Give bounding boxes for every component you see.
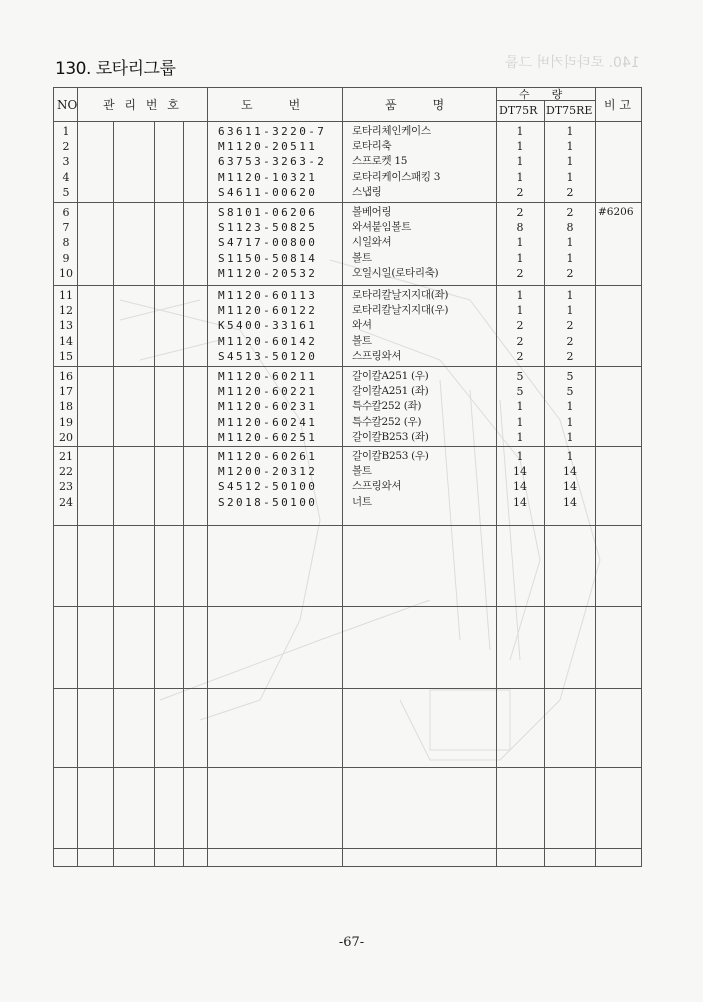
row-number: 9 <box>62 251 70 265</box>
row-number: 16 <box>59 370 73 383</box>
row-number: 2 <box>62 140 70 154</box>
row-number: 6 <box>62 206 70 219</box>
qty-dt75r: 1 <box>516 236 524 250</box>
qty-dt75re: 1 <box>566 236 574 250</box>
qty-dt75re: 1 <box>566 450 574 463</box>
qty-dt75re: 5 <box>566 385 574 399</box>
row-number: 7 <box>62 221 70 235</box>
qty-dt75r: 1 <box>516 140 524 154</box>
qty-dt75r: 1 <box>516 251 524 265</box>
qty-dt75r: 1 <box>516 304 524 318</box>
qty-dt75r: 1 <box>516 289 524 302</box>
drawing-number: 63611-3220-7 <box>218 125 327 138</box>
row-number: 17 <box>59 385 73 399</box>
part-name: 로타리칼날지지대(좌) <box>352 289 449 301</box>
row-number: 12 <box>59 304 73 318</box>
part-name: 갈이칼A251 (우) <box>352 370 429 382</box>
drawing-number: M1120-60261 <box>218 450 318 463</box>
part-name: 스프링와셔 <box>352 349 402 362</box>
bleed-through-title: 140. 로타리커버 그룹 <box>505 55 640 71</box>
page-title: 130. 로타리그룹 <box>55 59 176 79</box>
part-name: 볼트 <box>352 334 372 347</box>
qty-dt75re: 2 <box>566 206 574 219</box>
part-name: 스프링와셔 <box>352 480 402 493</box>
drawing-number: K5400-33161 <box>218 319 318 333</box>
row-number: 13 <box>59 319 73 333</box>
drawing-number: S4513-50120 <box>218 349 318 363</box>
qty-dt75r: 5 <box>516 385 524 399</box>
drawing-number: S8101-06206 <box>218 206 318 219</box>
qty-dt75r: 2 <box>516 266 524 280</box>
remark: #6206 <box>598 206 634 218</box>
part-name: 볼트 <box>352 251 372 264</box>
qty-dt75r: 2 <box>516 206 524 219</box>
qty-dt75re: 8 <box>566 221 574 235</box>
part-name: 갈이칼A251 (좌) <box>352 385 429 398</box>
header-management-number: 관 리 번 호 <box>103 98 182 112</box>
drawing-number: S2018-50100 <box>218 495 318 509</box>
qty-dt75r: 14 <box>513 480 527 494</box>
qty-dt75r: 1 <box>516 170 524 184</box>
part-name: 볼트 <box>352 465 372 478</box>
qty-dt75re: 14 <box>563 465 577 479</box>
qty-dt75r: 1 <box>516 450 524 463</box>
part-name: 로타리체인케이스 <box>352 125 431 137</box>
part-name: 로타리케이스패킹 3 <box>352 170 441 183</box>
drawing-number: M1200-20312 <box>218 465 318 479</box>
drawing-number: M1120-60113 <box>218 289 318 302</box>
qty-dt75re: 1 <box>566 415 574 429</box>
part-name: 로타리칼날지지대(우) <box>352 304 449 317</box>
drawing-number: M1120-60142 <box>218 334 318 348</box>
part-name: 와셔 <box>352 319 372 332</box>
qty-dt75r: 1 <box>516 400 524 414</box>
part-name: 스프로켓 15 <box>352 155 408 168</box>
qty-dt75r: 2 <box>516 319 524 333</box>
qty-dt75re: 2 <box>566 349 574 363</box>
drawing-number: M1120-60211 <box>218 370 318 383</box>
qty-dt75r: 1 <box>516 155 524 169</box>
qty-dt75r: 1 <box>516 415 524 429</box>
row-number: 10 <box>59 266 73 280</box>
row-number: 5 <box>62 185 70 199</box>
drawing-number: M1120-60231 <box>218 400 318 414</box>
qty-dt75r: 5 <box>516 370 524 383</box>
part-name: 볼베어링 <box>352 206 392 218</box>
row-number: 1 <box>62 125 70 138</box>
part-name: 스냅링 <box>352 185 382 198</box>
qty-dt75re: 1 <box>566 289 574 302</box>
header-no: NO <box>57 98 78 112</box>
part-name: 오일시일(로타리축) <box>352 266 439 279</box>
header-qty-dt75r: DT75R <box>499 104 538 117</box>
qty-dt75re: 1 <box>566 155 574 169</box>
part-name: 로타리축 <box>352 140 392 153</box>
qty-dt75re: 1 <box>566 251 574 265</box>
qty-dt75r: 2 <box>516 185 524 199</box>
header-remark: 비 고 <box>604 98 631 112</box>
header-quantity: 수 량 <box>519 88 563 101</box>
header-drawing-number: 도 번 <box>241 98 301 112</box>
row-number: 14 <box>59 334 73 348</box>
row-number: 20 <box>59 430 73 444</box>
drawing-number: S4611-00620 <box>218 185 318 199</box>
row-number: 18 <box>59 400 73 414</box>
row-number: 22 <box>59 465 73 479</box>
row-number: 8 <box>62 236 70 250</box>
header-part-name: 품 명 <box>385 98 445 112</box>
part-name: 시일와셔 <box>352 236 392 249</box>
part-name: 와셔붙임볼트 <box>352 221 412 234</box>
qty-dt75re: 5 <box>566 370 574 383</box>
row-number: 23 <box>59 480 73 494</box>
qty-dt75re: 14 <box>563 495 577 509</box>
qty-dt75r: 1 <box>516 430 524 444</box>
part-name: 갈이칼B253 (좌) <box>352 430 429 443</box>
drawing-number: M1120-60122 <box>218 304 318 318</box>
drawing-number: M1120-60221 <box>218 385 318 399</box>
qty-dt75re: 1 <box>566 400 574 414</box>
qty-dt75re: 1 <box>566 140 574 154</box>
part-name: 특수칼252 (좌) <box>352 400 422 413</box>
row-number: 21 <box>59 450 73 463</box>
qty-dt75re: 2 <box>566 334 574 348</box>
drawing-number: S1150-50814 <box>218 251 318 265</box>
row-number: 24 <box>59 495 73 509</box>
drawing-number: S4512-50100 <box>218 480 318 494</box>
row-number: 19 <box>59 415 73 429</box>
qty-dt75re: 2 <box>566 266 574 280</box>
drawing-number: 63753-3263-2 <box>218 155 327 169</box>
drawing-number: M1120-20511 <box>218 140 318 154</box>
page-number: -67- <box>338 935 365 950</box>
qty-dt75re: 2 <box>566 319 574 333</box>
qty-dt75re: 1 <box>566 430 574 444</box>
row-number: 15 <box>59 349 73 363</box>
qty-dt75re: 1 <box>566 304 574 318</box>
qty-dt75r: 2 <box>516 334 524 348</box>
drawing-number: S4717-00800 <box>218 236 318 250</box>
qty-dt75r: 2 <box>516 349 524 363</box>
qty-dt75re: 1 <box>566 170 574 184</box>
qty-dt75r: 14 <box>513 495 527 509</box>
qty-dt75re: 2 <box>566 185 574 199</box>
qty-dt75r: 14 <box>513 465 527 479</box>
header-qty-dt75re: DT75RE <box>546 104 593 117</box>
qty-dt75r: 1 <box>516 125 524 138</box>
part-name: 특수칼252 (우) <box>352 415 422 428</box>
part-name: 너트 <box>352 495 372 508</box>
row-number: 11 <box>59 289 73 302</box>
row-number: 4 <box>62 170 70 184</box>
drawing-number: M1120-20532 <box>218 266 318 280</box>
part-name: 갈이칼B253 (우) <box>352 450 429 462</box>
qty-dt75r: 8 <box>516 221 524 235</box>
row-number: 3 <box>62 155 70 169</box>
qty-dt75re: 1 <box>566 125 574 138</box>
drawing-number: M1120-60241 <box>218 415 318 429</box>
drawing-number: S1123-50825 <box>218 221 318 235</box>
qty-dt75re: 14 <box>563 480 577 494</box>
drawing-number: M1120-10321 <box>218 170 318 184</box>
drawing-number: M1120-60251 <box>218 430 318 444</box>
